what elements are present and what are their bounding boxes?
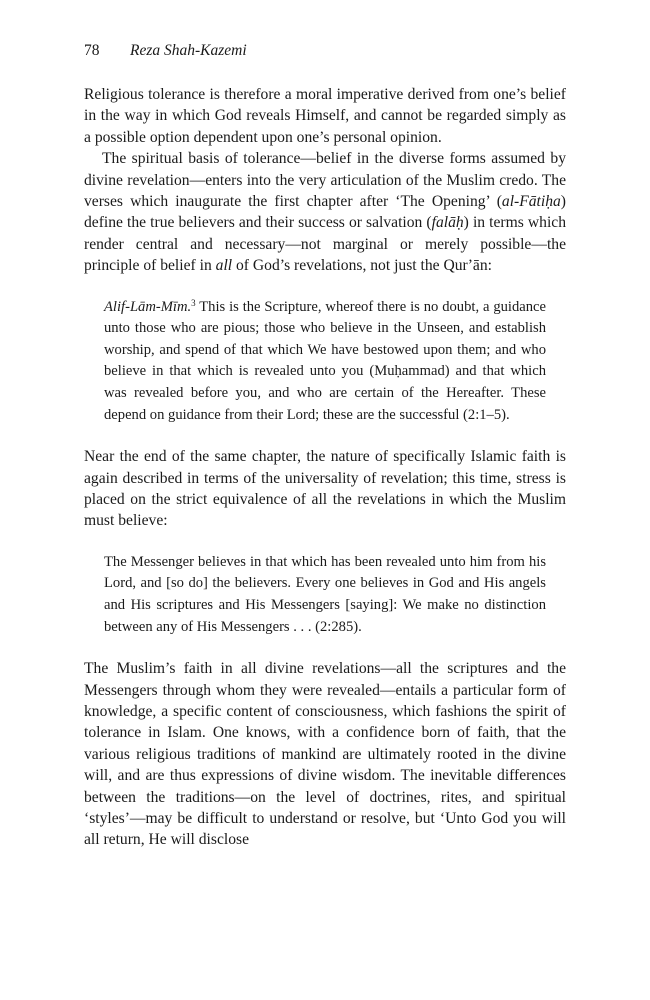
block-quote-2 xyxy=(104,552,546,638)
block-quote-1-body: This is the Scripture, whereof there is no doubt, a guidance unto those who are pious; those who believe in the Unseen, and establish worship, and spend of that which We have bestowed upon them; and who believe in that which is revealed unto you (Muḥammad) and that which was revealed before you, and who are certain of the Hereafter. These depend on guidance from their Lord; these are the successful (2:1–5). xyxy=(104,298,546,423)
term-al-fatiha: al-Fātiḥa xyxy=(501,193,561,211)
paragraph-2-text-d: of God’s revelations, not just the Qurʼān: xyxy=(232,257,492,275)
paragraph-4: The Muslim’s faith in all divine revelations—all the scriptures and the Messengers through whom they were revealed—entails a particular form of knowledge, a specific content of consciousness, which fashions the spirit of tolerance in Islam. One knows, with a confidence born of faith, that the various religious traditions of mankind are ultimately rooted in the divine will, and are thus expressions of divine wisdom. The inevitable differences between the traditions—on the level of doctrines, rites, and spiritual ‘styles’—may be difficult to understand or resolve, but ‘Unto God you will all return, He will disclose xyxy=(84,660,566,849)
paragraph-2-text-c: ) in terms which render central and necessary—not marginal or merely possible—the principle of belief in xyxy=(84,214,566,275)
book-page xyxy=(84,40,566,851)
author-name: Reza Shah-Kazemi xyxy=(130,42,247,59)
footnote-ref[interactable]: 3 xyxy=(191,297,196,308)
paragraph-2-text-b: ) define the true believers and their success or salvation ( xyxy=(84,193,566,232)
paragraph-3: Near the end of the same chapter, the nature of specifically Islamic faith is again described in terms of the universality of revelation; this time, stress is placed on the strict equivalence of all the revelations in which the Muslim must believe: xyxy=(84,448,566,530)
paragraph-2 xyxy=(84,148,566,276)
term-alif-lam-mim: Alif-Lām-Mīm. xyxy=(104,298,192,315)
term-falah: falāḥ xyxy=(431,214,464,232)
block-quote-2-text: The Messenger believes in that which has been revealed unto him from his Lord, and [so do] the believers. Every one believes in God and His angels and His scriptures and His Messengers [saying]: We make no distinction between any of His Messengers . . . (2:285). xyxy=(104,553,546,635)
block-quote-1-text xyxy=(104,297,546,427)
page-number: 78 xyxy=(84,42,100,59)
paragraph-2-text-a: The spiritual basis of tolerance—belief in the diverse forms assumed by divine revelation—enters into the very articulation of the Muslim credo. The verses which inaugurate the first chapter after ‘The Opening’ ( xyxy=(84,150,566,211)
emphasis-all: all xyxy=(215,257,233,275)
running-head xyxy=(84,40,566,62)
block-quote-1 xyxy=(104,297,546,427)
paragraph-1: Religious tolerance is therefore a moral imperative derived from one’s belief in the way in which God reveals Himself, and cannot be regarded simply as a possible option dependent upon one’s personal opinion. xyxy=(84,86,566,146)
